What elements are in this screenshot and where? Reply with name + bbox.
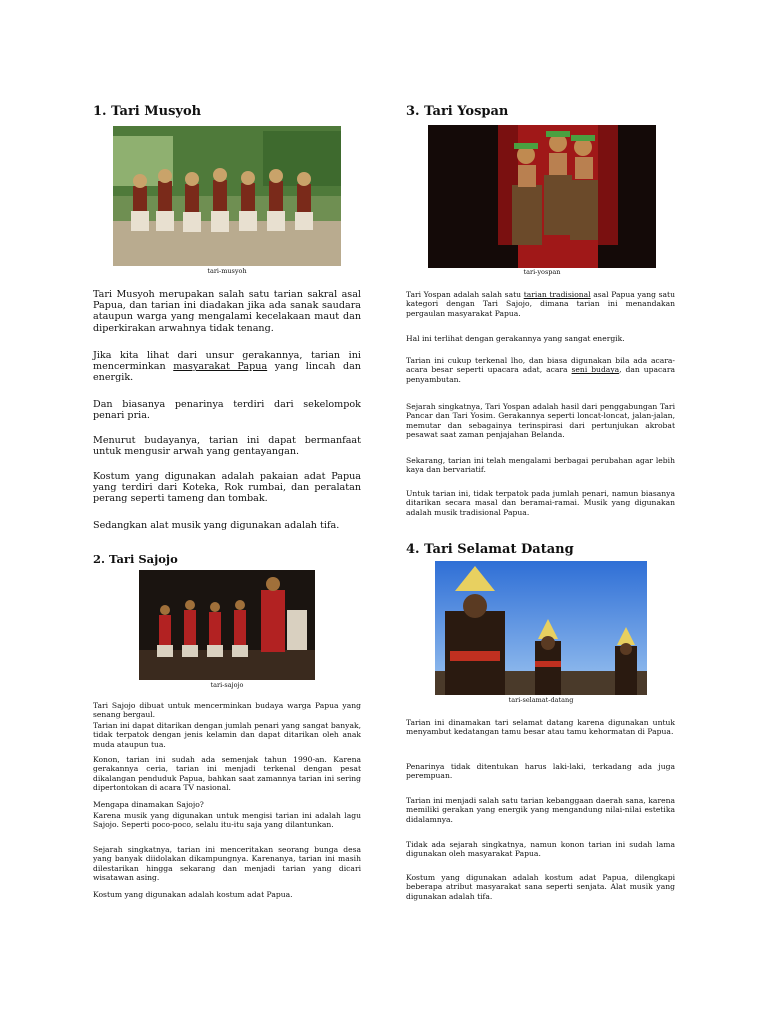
musyoh-paragraph-4: Menurut budayanya, tarian ini dapat bermanfaat untuk mengusir arwah yang gentayangan. (93, 435, 361, 458)
section-title-musyoh: 1. Tari Musyoh (93, 104, 202, 119)
link-seni-budaya[interactable]: seni budaya (571, 365, 620, 375)
link-tarian-tradisional[interactable]: tarian tradisional (523, 290, 591, 299)
selamat-paragraph-2: Penarinya tidak ditentukan harus laki-laki, terkadang ada juga perempuan. (406, 762, 675, 781)
sajojo-paragraph-1: Tari Sajojo dibuat untuk mencerminkan budaya warga Papua yang senang bergaul. (93, 701, 361, 720)
section-title-yospan: 3. Tari Yospan (406, 104, 509, 119)
photo-tari-selamat-datang (435, 561, 647, 695)
yospan-paragraph-2: Hal ini terlihat dengan gerakannya yang sangat energik. (406, 334, 625, 343)
yospan-paragraph-1: Tari Yospan adalah salah satu tarian tradisional asal Papua yang satu kategori dengan Tari Sajojo, dimana tarian ini menandakan pergaulan masyarakat Papua. (406, 290, 675, 318)
link-masyarakat-papua[interactable]: masyarakat Papua (173, 361, 268, 373)
musyoh-paragraph-3: Dan biasanya penarinya terdiri dari sekelompok penari pria. (93, 399, 361, 422)
dancers-photo-musyoh (113, 126, 341, 266)
sajojo-paragraph-5: Karena musik yang digunakan untuk mengisi tarian ini adalah lagu Sajojo. Seperti poco-poco, selalu itu-itu saja yang dilantunkan. (93, 811, 361, 830)
sajojo-paragraph-2: Tarian ini dapat ditarikan dengan jumlah penari yang sangat banyak, tidak terpatok dengan jenis kelamin dan dapat ditarikan oleh anak muda ataupun tua. (93, 721, 361, 749)
selamat-paragraph-4: Tidak ada sejarah singkatnya, namun konon tarian ini sudah lama digunakan oleh masyarakat Papua. (406, 840, 675, 859)
photo-tari-sajojo (139, 570, 315, 680)
selamat-paragraph-3: Tarian ini menjadi salah satu tarian kebanggaan daerah sana, karena memiliki gerakan yang energik yang mengandung nilai-nilai estetika didalamnya. (406, 796, 675, 824)
sajojo-paragraph-6: Sejarah singkatnya, tarian ini menceritakan seorang bunga desa yang banyak diidolakan dikampungnya. Karenanya, tarian ini masih dilestarikan hingga sekarang dan menjadi tarian yang dicari wisatawan asing. (93, 845, 361, 883)
caption-musyoh: tari-musyoh (207, 267, 247, 275)
caption-yospan: tari-yospan (523, 268, 561, 276)
sajojo-paragraph-3: Konon, tarian ini sudah ada semenjak tahun 1990-an. Karena gerakannya ceria, tarian ini menjadi terkenal dengan pesat dikalangan penduduk Papua, bahkan saat zamannya tarian ini sering dipertontokan di acara TV nasional. (93, 755, 361, 793)
selamat-paragraph-5: Kostum yang digunakan adalah kostum adat Papua, dilengkapi beberapa atribut masyarakat sana seperti senjata. Alat musik yang digunakan adalah tifa. (406, 873, 675, 901)
musyoh-paragraph-2: Jika kita lihat dari unsur gerakannya, tarian ini mencerminkan masyarakat Papua yang lincah dan energik. (93, 350, 361, 384)
yospan-paragraph-5: Sekarang, tarian ini telah mengalami berbagai perubahan agar lebih kaya dan bervariatif. (406, 456, 675, 475)
sajojo-paragraph-4: Mengapa dinamakan Sajojo? (93, 800, 204, 809)
selamat-paragraph-1: Tarian ini dinamakan tari selamat datang karena digunakan untuk menyambut kedatangan tamu besar atau tamu kehormatan di Papua. (406, 718, 675, 737)
photo-tari-musyoh (113, 126, 341, 266)
yospan-paragraph-3: Tarian ini cukup terkenal lho, dan biasa digunakan bila ada acara-acara besar seperti upacara adat, acara seni budaya, dan upacara penyambutan. (406, 356, 675, 384)
yospan-paragraph-4: Sejarah singkatnya, Tari Yospan adalah hasil dari penggabungan Tari Pancar dan Tari Yosim. Gerakannya seperti loncat-loncat, jalan-jalan, memutar dan sebagainya terinspirasi dari pertunjukan akrobat pesawat saat zaman penjajahan Belanda. (406, 402, 675, 440)
caption-selamat-datang: tari-selamat-datang (508, 696, 574, 704)
photo-tari-yospan (428, 125, 656, 268)
musyoh-paragraph-1: Tari Musyoh merupakan salah satu tarian sakral asal Papua, dan tarian ini diadakan jika ada sanak saudara ataupun warga yang mengalami kecelakaan maut dan diperkirakan arwahnya tidak tenang. (93, 289, 361, 334)
dancers-photo-sajojo (139, 570, 315, 680)
section-title-selamat-datang: 4. Tari Selamat Datang (406, 542, 574, 557)
dancers-photo-selamat-datang (435, 561, 647, 695)
dancers-photo-yospan (428, 125, 656, 268)
musyoh-paragraph-5: Kostum yang digunakan adalah pakaian adat Papua yang terdiri dari Koteka, Rok rumbai, dan peralatan perang seperti tameng dan tombak. (93, 471, 361, 505)
musyoh-paragraph-6: Sedangkan alat musik yang digunakan adalah tifa. (93, 520, 340, 531)
yospan-paragraph-6: Untuk tarian ini, tidak terpatok pada jumlah penari, namun biasanya ditarikan secara masal dan beramai-ramai. Musik yang digunakan adalah musik tradisional Papua. (406, 489, 675, 517)
caption-sajojo: tari-sajojo (210, 681, 244, 689)
section-title-sajojo: 2. Tari Sajojo (93, 552, 178, 566)
sajojo-paragraph-7: Kostum yang digunakan adalah kostum adat Papua. (93, 890, 293, 899)
